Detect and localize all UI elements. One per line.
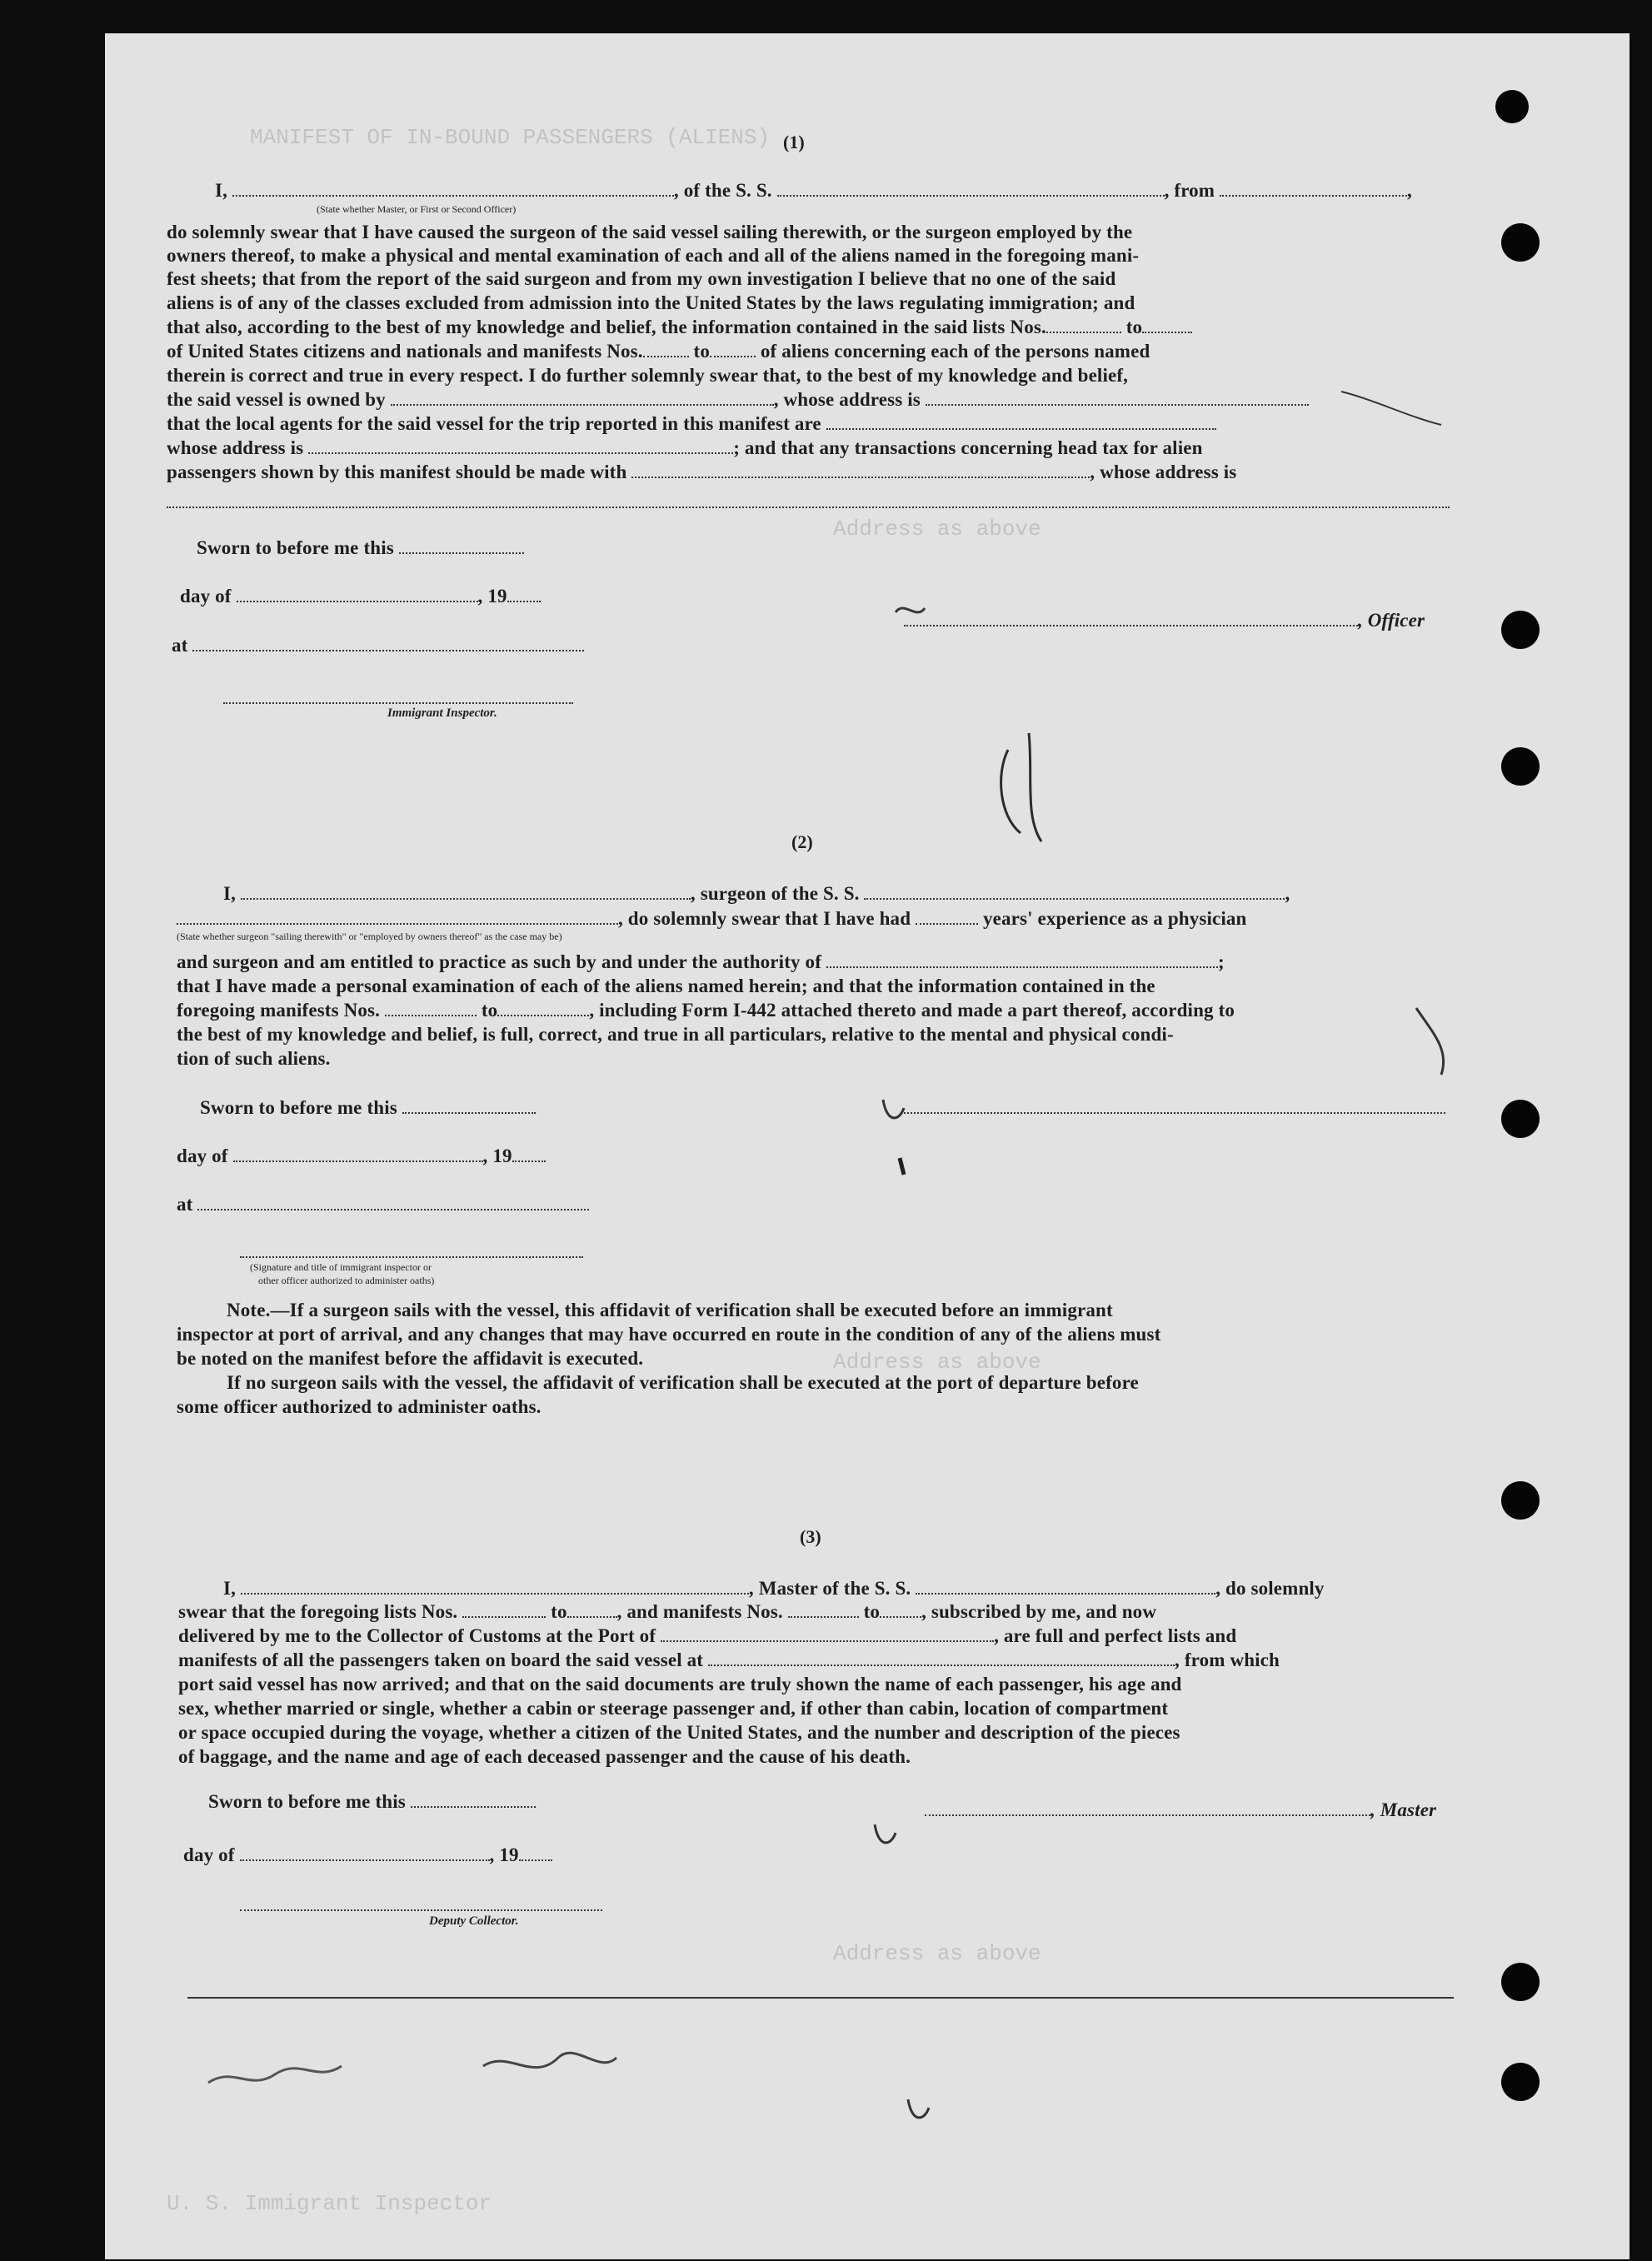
label: at: [172, 635, 188, 656]
signature-caption-2: other officer authorized to administer oaths): [258, 1275, 435, 1286]
section-1-number: (1): [783, 132, 805, 152]
label: at: [177, 1194, 193, 1215]
note-line-5: some officer authorized to administer oaths.: [177, 1396, 542, 1417]
label: to: [551, 1601, 567, 1622]
section-1-line-4: aliens is of any of the classes excluded from admission into the United States by the laws regulating immigration; and: [167, 292, 1135, 313]
label: , 19: [489, 1844, 519, 1865]
label: , including Form I-442 attached thereto and made a part thereof, according to: [589, 1000, 1235, 1021]
label: of United States citizens and nationals and manifests Nos.: [167, 341, 643, 362]
label: and surgeon and am entitled to practice as such by and under the authority of: [177, 951, 822, 972]
condition-line: tion of such aliens.: [177, 1048, 331, 1069]
label: foregoing manifests Nos.: [177, 1000, 381, 1021]
surgeon-caption: (State whether surgeon "sailing therewith" or "employed by owners thereof" as the case may be): [177, 931, 562, 942]
label: I,: [223, 1578, 237, 1599]
inspector-caption: Immigrant Inspector.: [387, 706, 497, 720]
section-3-line-7: or space occupied during the voyage, whether a citizen of the United States, and the number and description of the pieces: [178, 1722, 1180, 1743]
label: , from: [1164, 180, 1215, 201]
label: Sworn to before me this: [197, 537, 394, 558]
label: ;: [1217, 951, 1225, 972]
label: , 19: [477, 586, 507, 606]
label: manifests of all the passengers taken on board the said vessel at: [178, 1650, 704, 1670]
label: , of the S. S.: [673, 180, 772, 201]
personal-exam-line: that I have made a personal examination of each of the aliens named herein; and that the information contained in the: [177, 976, 1155, 996]
note-line-4: If no surgeon sails with the vessel, the affidavit of verification shall be executed at the port of departure before: [227, 1372, 1139, 1393]
section-1-line-3: fest sheets; that from the report of the said surgeon and from my own investigation I believe that no one of the said: [167, 268, 1116, 289]
label: , Officer: [1358, 610, 1425, 631]
section-1-line-7: therein is correct and true in every respect. I do further solemnly swear that, to the best of my knowledge and belief,: [167, 365, 1129, 386]
label: years' experience as a physician: [982, 908, 1247, 929]
label: to: [863, 1601, 881, 1622]
label: ; and that any transactions concerning head tax for alien: [733, 437, 1203, 458]
label: , 19: [482, 1145, 512, 1166]
label: ,: [1407, 180, 1412, 201]
note-label: Note.: [227, 1300, 271, 1320]
label: ,: [1285, 883, 1290, 904]
section-3-line-5: port said vessel has now arrived; and that on the said documents are truly shown the name of each passenger, his age and: [178, 1674, 1182, 1695]
section-3-number: (3): [800, 1526, 821, 1547]
bleed-through-text: Address as above: [833, 1350, 1041, 1375]
label: day of: [183, 1844, 235, 1865]
label: of aliens concerning each of the persons named: [760, 341, 1150, 362]
label: passengers shown by this manifest should be made with: [167, 462, 627, 482]
label: , from which: [1175, 1650, 1280, 1670]
label: that the local agents for the said vessel for the trip reported in this manifest are: [167, 413, 821, 434]
section-1-line-1: do solemnly swear that I have caused the surgeon of the said vessel sailing therewith, or the surgeon employed by the: [167, 222, 1133, 242]
signature-caption-1: (Signature and title of immigrant inspector or: [250, 1261, 432, 1273]
label: , subscribed by me, and now: [921, 1601, 1157, 1622]
label: , whose address is: [773, 389, 921, 410]
collector-caption: Deputy Collector.: [429, 1914, 519, 1928]
bleed-through-text: Address as above: [833, 1941, 1041, 1966]
bleed-through-text: U. S. Immigrant Inspector: [167, 2191, 492, 2216]
label: I,: [215, 180, 228, 201]
bleed-through-text: Address as above: [833, 517, 1041, 542]
note-line-2: inspector at port of arrival, and any changes that may have occurred en route in the condition of any of the aliens must: [177, 1324, 1161, 1345]
label: , whose address is: [1090, 462, 1237, 482]
label: I,: [223, 883, 237, 904]
bleed-through-text: MANIFEST OF IN-BOUND PASSENGERS (ALIENS): [250, 125, 771, 150]
label: , do solemnly swear that I have had: [618, 908, 911, 929]
label: day of: [180, 586, 232, 606]
label: , surgeon of the S. S.: [690, 883, 860, 904]
label: , do solemnly: [1215, 1578, 1325, 1599]
label: , and manifests Nos.: [616, 1601, 783, 1622]
label: to: [1125, 317, 1143, 337]
label: —If a surgeon sails with the vessel, this affidavit of verification shall be executed before an immigrant: [270, 1300, 1113, 1320]
label: to: [693, 341, 710, 362]
label: Sworn to before me this: [200, 1097, 397, 1118]
note-line-3: be noted on the manifest before the affidavit is executed.: [177, 1348, 644, 1369]
affiant-caption: (State whether Master, or First or Second Officer): [317, 203, 517, 215]
section-1-line-2: owners thereof, to make a physical and mental examination of each and all of the aliens named in the foregoing mani-: [167, 245, 1140, 266]
label: swear that the foregoing lists Nos.: [178, 1601, 458, 1622]
label: , are full and perfect lists and: [994, 1625, 1237, 1646]
label: , Master: [1370, 1799, 1437, 1820]
label: Sworn to before me this: [208, 1791, 406, 1812]
label: whose address is: [167, 437, 304, 458]
section-2-number: (2): [791, 831, 813, 852]
label: , Master of the S. S.: [748, 1578, 911, 1599]
label: delivered by me to the Collector of Customs at the Port of: [178, 1625, 656, 1646]
section-3-line-6: sex, whether married or single, whether a cabin or steerage passenger and, if other than cabin, location of compartment: [178, 1698, 1169, 1719]
label: day of: [177, 1145, 228, 1166]
section-3-line-8: of baggage, and the name and age of each deceased passenger and the cause of his death.: [178, 1746, 911, 1767]
best-knowledge-line: the best of my knowledge and belief, is full, correct, and true in all particulars, relative to the mental and physical condi-: [177, 1024, 1174, 1045]
label: the said vessel is owned by: [167, 389, 386, 410]
label: to: [481, 1000, 498, 1021]
label: that also, according to the best of my knowledge and belief, the information contained in the said lists Nos.: [167, 317, 1046, 337]
